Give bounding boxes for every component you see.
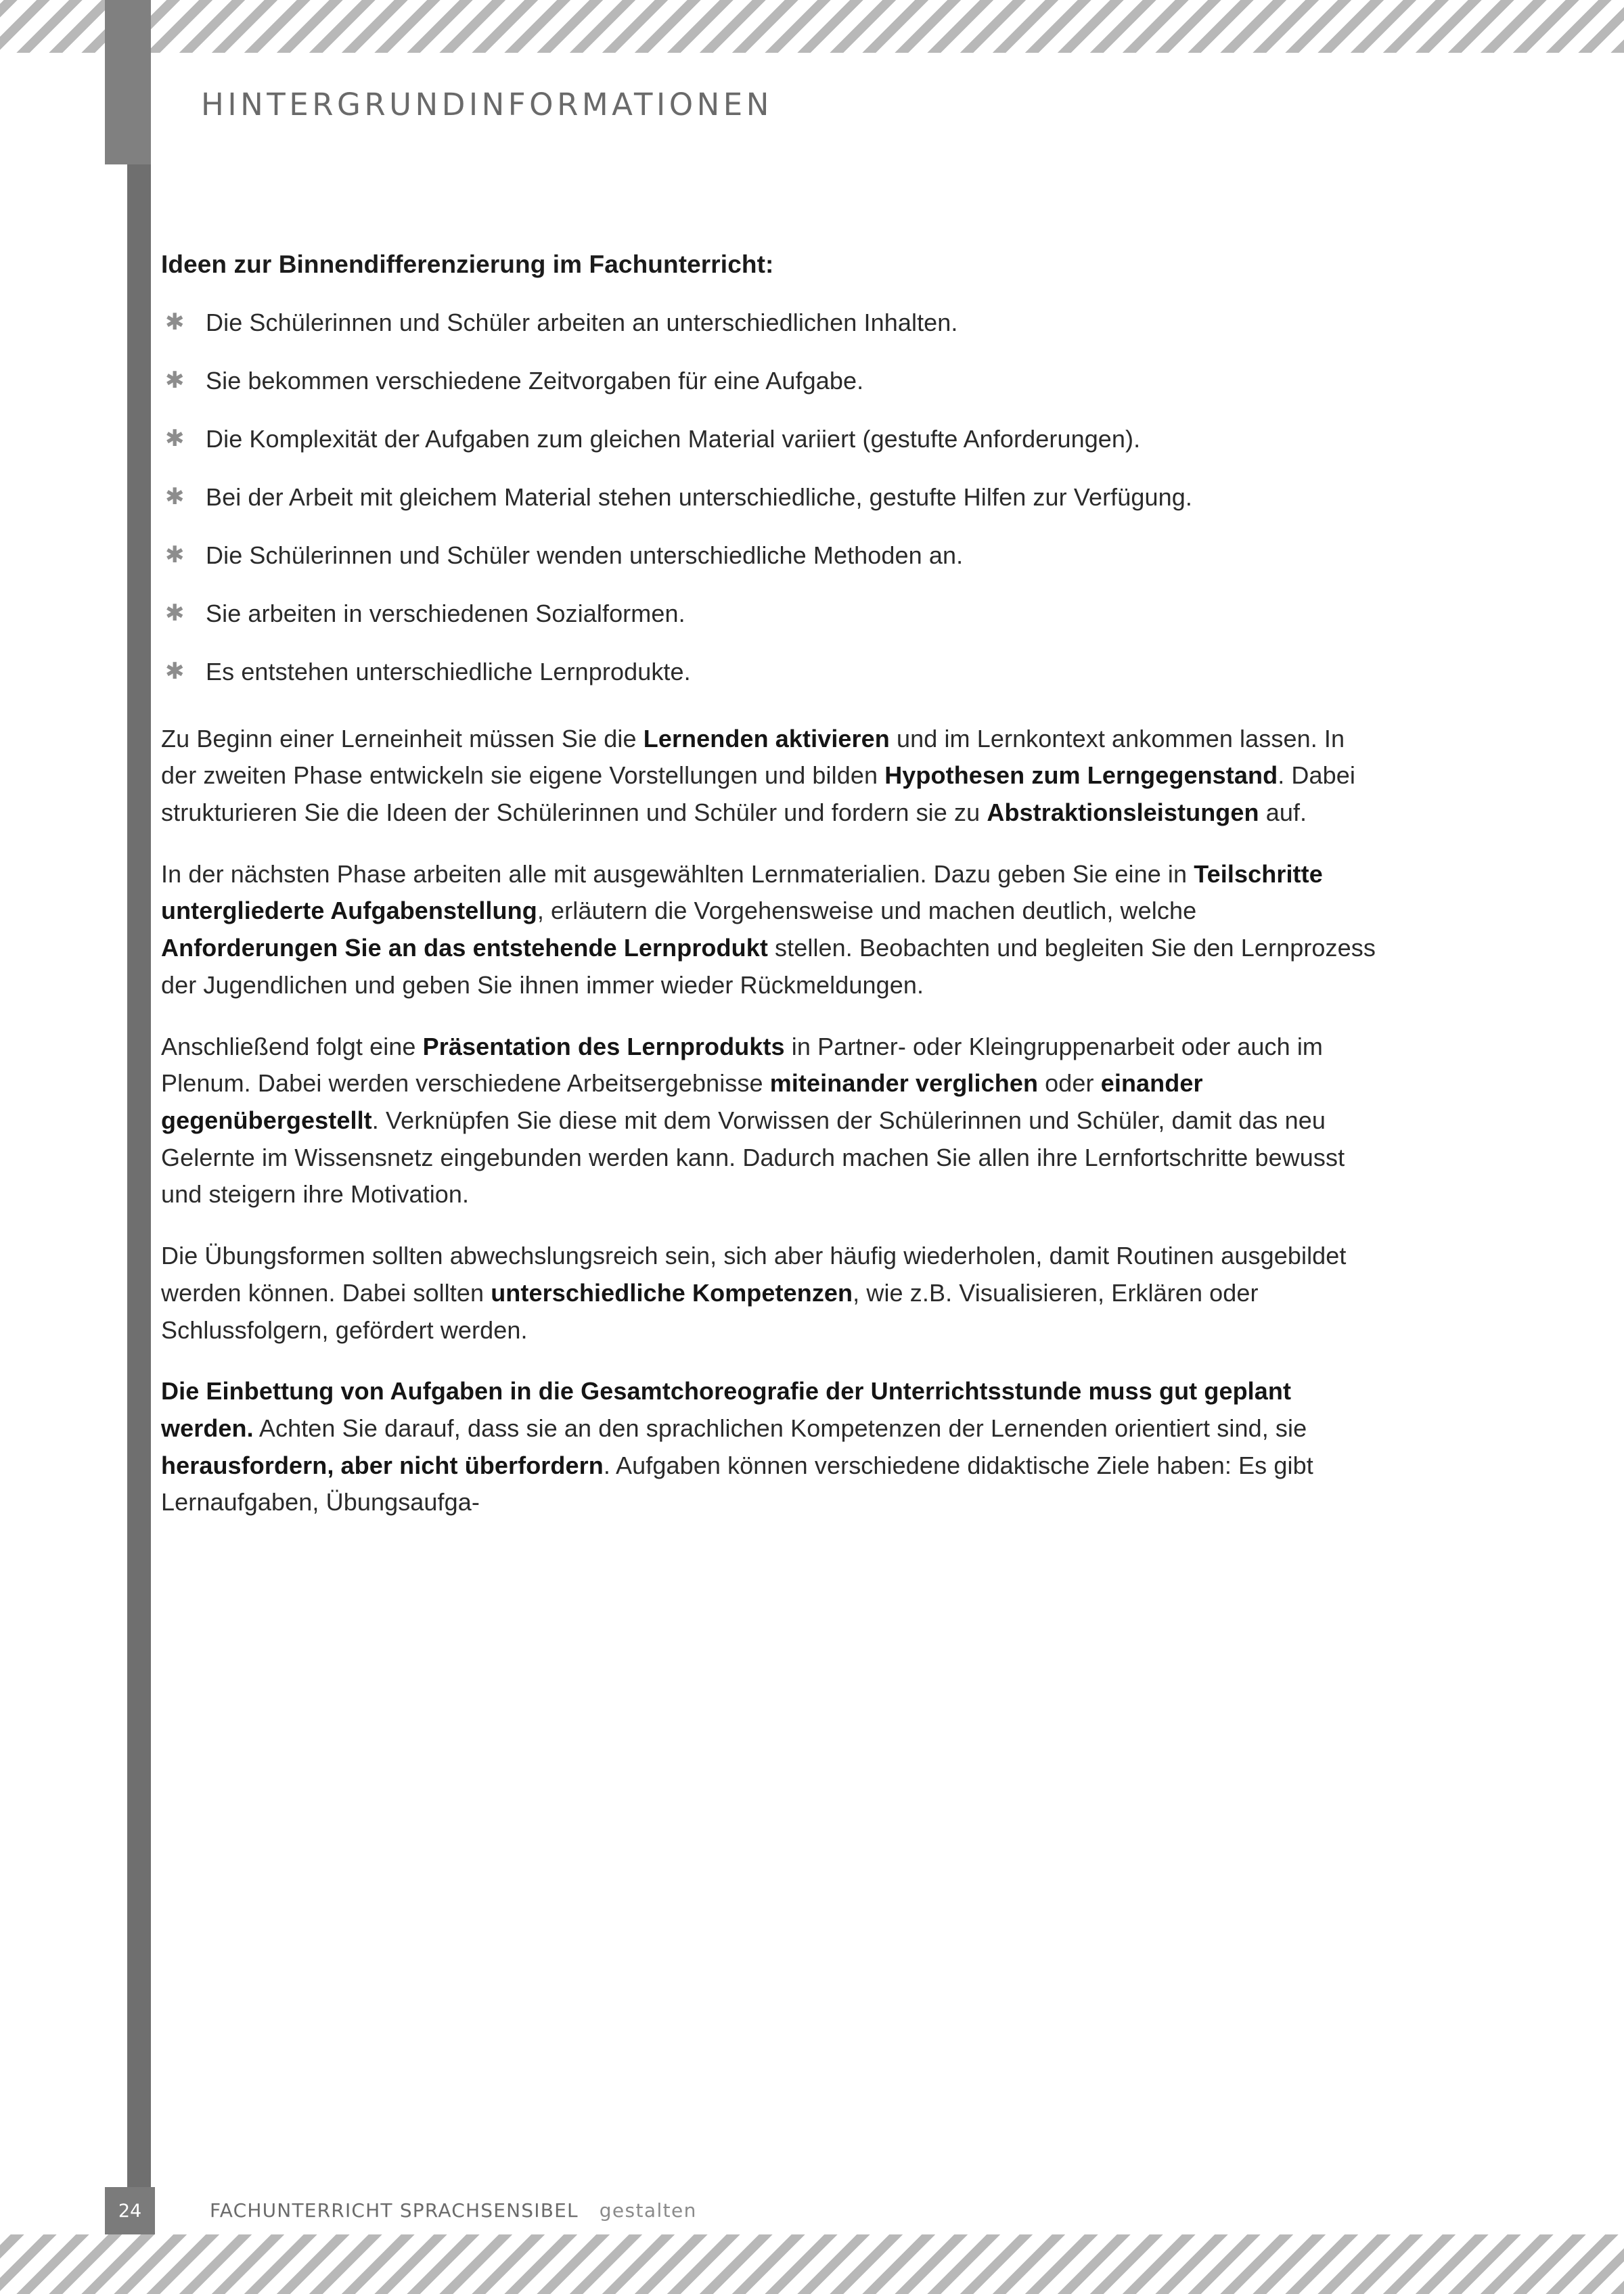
emphasis-text: einander gegenübergestellt	[161, 1069, 1203, 1135]
ideas-bullet-list	[161, 307, 1379, 688]
body-text: oder	[1038, 1069, 1101, 1098]
body-text: stellen. Beobachten und begleiten Sie den Lernprozess der Jugendlichen und geben Sie ihnen immer wieder Rückmeldungen.	[161, 934, 1376, 999]
body-text: und im Lernkontext ankommen lassen. In der zweiten Phase entwickeln sie eigene Vorstellungen und bilden	[161, 724, 1345, 790]
left-accent-bar-header	[105, 0, 151, 164]
body-text: Anschließend folgt eine	[161, 1032, 423, 1060]
list-item	[161, 424, 1379, 455]
emphasis-text: herausfordern, aber nicht überfordern	[161, 1451, 604, 1479]
page-top-gap	[0, 53, 1624, 58]
body-text: , erläutern die Vorgehensweise und machen deutlich, welche	[537, 897, 1197, 925]
body-text: , wie z.B. Visualisieren, Erklären oder Schlussfolgern, gefördert werden.	[161, 1278, 1259, 1344]
asterisk-icon: ✱	[165, 309, 185, 335]
list-item	[161, 598, 1379, 629]
body-text: . Dabei strukturieren Sie die Ideen der Schülerinnen und Schüler und fordern sie zu	[161, 761, 1355, 826]
asterisk-icon: ✱	[165, 367, 185, 394]
emphasis-text: Die Einbettung von Aufgaben in die Gesamtchoreografie der Unterrichtsstunde muss gut geplant werden.	[161, 1377, 1292, 1443]
body-text: auf.	[1259, 798, 1307, 826]
page-header-title: HINTERGRUNDINFORMATIONEN	[201, 87, 773, 122]
emphasis-text: Abstraktionsleistungen	[987, 798, 1259, 826]
paragraph-4	[161, 1238, 1379, 1349]
list-item	[161, 656, 1379, 688]
emphasis-text: Teilschritte untergliederte Aufgabenstellung	[161, 859, 1323, 925]
document-content	[161, 250, 1379, 1521]
body-text: Zu Beginn einer Lerneinheit müssen Sie die	[161, 724, 644, 752]
list-item-text: Die Schülerinnen und Schüler wenden unterschiedliche Methoden an.	[206, 541, 964, 570]
left-accent-bar-body	[127, 164, 151, 2234]
footer-book-title	[210, 2199, 697, 2222]
list-item-text: Die Schülerinnen und Schüler arbeiten an unterschiedlichen Inhalten.	[206, 309, 958, 336]
emphasis-text: Anforderungen Sie an das entstehende Lernprodukt	[161, 934, 768, 962]
asterisk-icon: ✱	[165, 542, 185, 568]
emphasis-text: Lernenden aktivieren	[643, 724, 890, 752]
asterisk-icon: ✱	[165, 658, 185, 685]
list-item-text: Sie bekommen verschiedene Zeitvorgaben für eine Aufgabe.	[206, 367, 864, 395]
list-item	[161, 307, 1379, 338]
decorative-stripe-band-top	[0, 0, 1624, 53]
asterisk-icon: ✱	[165, 484, 185, 510]
emphasis-text: Präsentation des Lernprodukts	[422, 1032, 785, 1060]
paragraph-1	[161, 721, 1379, 832]
list-item	[161, 365, 1379, 397]
list-item	[161, 482, 1379, 513]
body-text: Achten Sie darauf, dass sie an den sprachlichen Kompetenzen der Lernenden orientiert sind, sie	[253, 1414, 1307, 1443]
paragraph-2	[161, 856, 1379, 1004]
body-paragraphs	[161, 721, 1379, 1522]
body-text: Die Übungsformen sollten abwechslungsreich sein, sich aber häufig wiederholen, damit Routinen ausgebildet werden können. Dabei sollten	[161, 1242, 1347, 1307]
body-text: . Verknüpfen Sie diese mit dem Vorwissen der Schülerinnen und Schüler, damit das neu Gelernte im Wissensnetz eingebunden werden kann. Dadurch machen Sie allen ihre Lernfortschritte bewusst und steigern ihre Motivation.	[161, 1106, 1345, 1209]
footer-book-title-strong: FACHUNTERRICHT SPRACHSENSIBEL	[210, 2199, 579, 2222]
list-item	[161, 540, 1379, 571]
section-lead-heading: Ideen zur Binnendifferenzierung im Fachunterricht:	[161, 250, 774, 278]
footer-book-title-light: gestalten	[599, 2199, 697, 2222]
paragraph-5	[161, 1373, 1379, 1521]
body-text: . Aufgaben können verschiedene didaktische Ziele haben: Es gibt Lernaufgaben, Übungsaufga-	[161, 1451, 1313, 1516]
list-item-text: Bei der Arbeit mit gleichem Material stehen unterschiedliche, gestufte Hilfen zur Verfügung.	[206, 483, 1192, 512]
footer-page-number: 24	[118, 2200, 142, 2222]
emphasis-text: Hypothesen zum Lerngegenstand	[884, 761, 1278, 790]
asterisk-icon: ✱	[165, 600, 185, 627]
emphasis-text: unterschiedliche Kompetenzen	[491, 1278, 853, 1307]
list-item-text: Es entstehen unterschiedliche Lernprodukte.	[206, 658, 691, 686]
asterisk-icon: ✱	[165, 426, 185, 452]
list-item-text: Sie arbeiten in verschiedenen Sozialformen.	[206, 600, 685, 628]
emphasis-text: miteinander verglichen	[769, 1069, 1039, 1098]
body-text: in Partner- oder Kleingruppenarbeit oder auch im Plenum. Dabei werden verschiedene Arbeitsergebnisse	[161, 1032, 1324, 1098]
decorative-stripe-band-bottom	[0, 2234, 1624, 2294]
paragraph-3	[161, 1029, 1379, 1214]
list-item-text: Die Komplexität der Aufgaben zum gleichen Material variiert (gestufte Anforderungen).	[206, 425, 1141, 453]
body-text: In der nächsten Phase arbeiten alle mit ausgewählten Lernmaterialien. Dazu geben Sie eine in	[161, 859, 1194, 888]
